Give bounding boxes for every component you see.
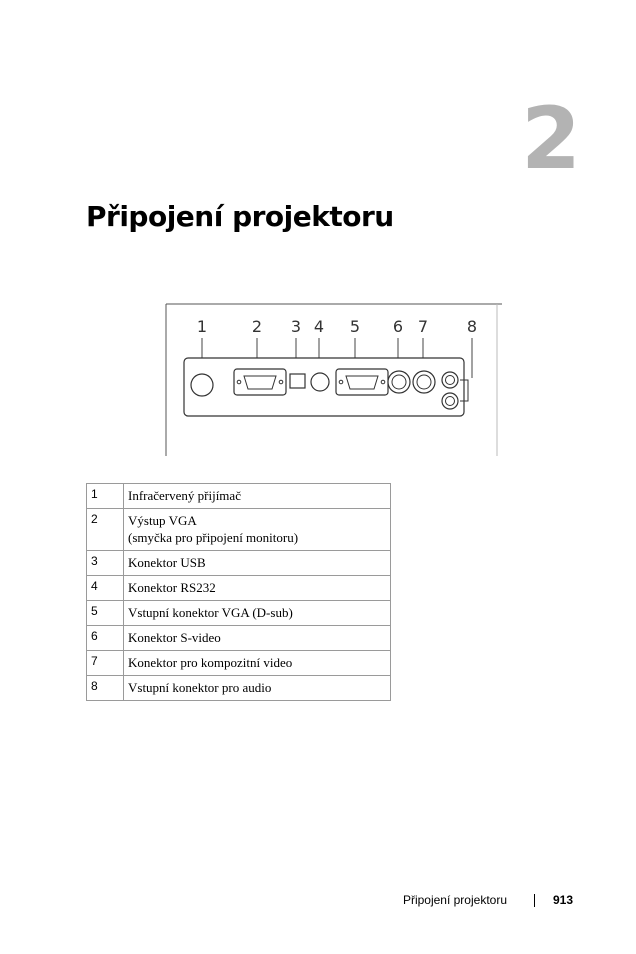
legend-row	[87, 551, 391, 576]
legend-row-number: 7	[87, 651, 124, 676]
callout-6: 6	[392, 317, 404, 336]
legend-row-description	[124, 601, 391, 626]
ir-receiver	[191, 374, 213, 396]
callout-8: 8	[466, 317, 478, 336]
composite-video-connector	[413, 371, 435, 393]
legend-row-number: 4	[87, 576, 124, 601]
callout-7: 7	[417, 317, 429, 336]
legend-row-description	[124, 676, 391, 701]
legend-row-description	[124, 509, 391, 551]
connector-panel-diagram	[160, 298, 502, 458]
connector-panel-illustration	[160, 298, 502, 458]
legend-row	[87, 509, 391, 551]
legend-description-line: Infračervený přijímač	[128, 488, 241, 503]
vga-in-connector	[336, 369, 388, 395]
legend-row-number: 3	[87, 551, 124, 576]
connector-legend-table	[86, 483, 391, 701]
vga-out-connector	[234, 369, 286, 395]
legend-description-line: Vstupní konektor pro audio	[128, 680, 272, 695]
legend-row-description	[124, 626, 391, 651]
page-number: 913	[552, 893, 573, 907]
legend-row	[87, 676, 391, 701]
legend-description-line: Konektor USB	[128, 555, 206, 570]
rs232-connector	[311, 373, 329, 391]
legend-row	[87, 484, 391, 509]
legend-description-line: Konektor S-video	[128, 630, 221, 645]
callout-3: 3	[290, 317, 302, 336]
legend-description-line: Výstup VGA	[128, 513, 197, 528]
s-video-connector	[388, 371, 410, 393]
chapter-number: 2	[521, 89, 579, 189]
legend-row-description	[124, 651, 391, 676]
legend-row-description	[124, 551, 391, 576]
legend-row	[87, 626, 391, 651]
callout-1: 1	[196, 317, 208, 336]
callout-4: 4	[313, 317, 325, 336]
legend-row-number: 8	[87, 676, 124, 701]
callout-5: 5	[349, 317, 361, 336]
usb-connector	[290, 374, 305, 388]
legend-description-line: Vstupní konektor VGA (D-sub)	[128, 605, 293, 620]
footer-separator	[534, 894, 535, 907]
page-footer	[300, 893, 573, 911]
footer-section-title: Připojení projektoru	[402, 893, 507, 907]
legend-row-number: 6	[87, 626, 124, 651]
page-title: Připojení projektoru	[86, 200, 394, 233]
legend-row-description	[124, 484, 391, 509]
legend-row-number: 5	[87, 601, 124, 626]
legend-description-line: Konektor RS232	[128, 580, 216, 595]
legend-description-line: (smyčka pro připojení monitoru)	[128, 530, 299, 545]
legend-row	[87, 576, 391, 601]
callout-2: 2	[251, 317, 263, 336]
legend-row-number: 2	[87, 509, 124, 551]
legend-row	[87, 601, 391, 626]
legend-row-number: 1	[87, 484, 124, 509]
legend-row	[87, 651, 391, 676]
legend-description-line: Konektor pro kompozitní video	[128, 655, 293, 670]
legend-row-description	[124, 576, 391, 601]
